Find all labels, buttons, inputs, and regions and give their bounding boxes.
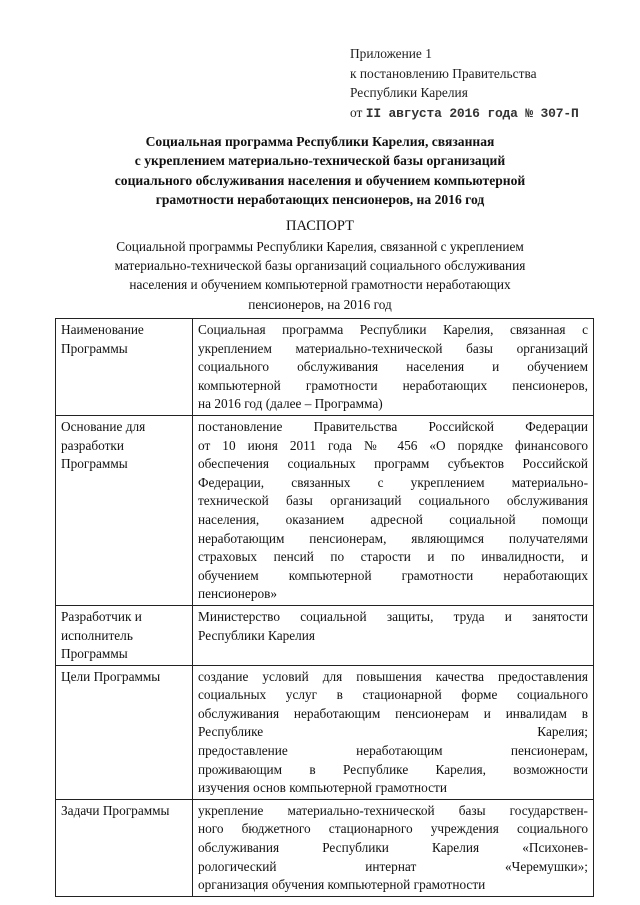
row-content-cell [193,605,594,665]
row-label-cell [56,665,193,799]
row-content-line: создание условий для повышения качества предоставления [198,668,588,684]
row-label-line: Цели Программы [61,668,161,684]
row-label-line: разработки [61,437,124,453]
row-content-line: Социальная программа Республики Карелия, связанная с [198,322,588,337]
row-label-line: Программы [61,646,128,662]
row-content-line: организация обучения компьютерной грамотности [198,877,486,893]
table-row [56,319,594,416]
row-content-line: обслуживания неработающим пенсионерам и инвалидам в [198,705,588,721]
title-line-1: Социальная программа Республики Карелия, связанная [145,134,495,149]
row-label-cell [56,319,193,416]
document-title [60,132,580,209]
row-label-line: исполнитель [61,627,133,643]
row-content-line: Республике Карелия; [198,724,588,740]
row-content-line: укрепление материально-технической базы государствен- [198,802,588,818]
row-content-line: предоставление неработающим пенсионерам, [198,743,588,759]
row-content-line: населения, оказанием адресной социальной помощи [198,511,588,527]
appendix-block [350,44,579,123]
row-content-line: ного бюджетного стационарного учреждения социального [198,821,588,837]
passport-table-body [56,319,594,897]
row-content-line: изучения основ компьютерной грамотности [198,780,447,796]
row-content-line: обслуживания Республики Карелия «Психонев- [198,840,588,856]
appendix-date-typed: II августа 2016 года № 307-П [365,105,579,121]
passport-heading: ПАСПОРТ [286,218,354,234]
title-line-4: грамотности неработающих пенсионеров, на 2016 год [155,191,485,207]
table-row [56,799,594,896]
table-row [56,605,594,665]
appendix-line-3: Республики Карелия [350,85,468,100]
row-content-cell [193,415,594,605]
row-label-line: Разработчик и [61,608,142,624]
appendix-date-prefix: от [350,104,366,120]
passport-line-4: пенсионеров, на 2016 год [248,296,392,312]
passport-subtitle [60,237,580,314]
title-line-3: социального обслуживания населения и обучением компьютерной [114,172,526,188]
row-content-line: от 10 июня 2011 года № 456 «О порядке финансового [198,437,588,453]
row-content-line: на 2016 год (далее – Программа) [198,396,383,412]
row-label-line: Наименование [61,322,144,337]
row-content-line: пенсионеров» [198,586,278,602]
passport-table [55,318,594,897]
row-content-line: Республики Карелия [198,627,316,643]
row-content-line: обучением компьютерной грамотности неработающих [198,567,588,583]
row-content-line: Федерации, связанных с укреплением материально- [198,474,588,490]
row-content-line: неработающим пенсионерам, являющимся получателями [198,530,588,546]
passport-line-2: материально-технической базы организаций социального обслуживания [114,258,526,274]
appendix-line-2: к постановлению Правительства [350,65,537,81]
table-row [56,415,594,605]
row-content-line: технической базы организаций социального обслуживания [198,493,588,509]
row-label-cell [56,605,193,665]
passport-line-3: населения и обучением компьютерной грамотности неработающих [129,277,511,293]
appendix-line-1: Приложение 1 [350,46,432,61]
row-content-line: Министерство социальной защиты, труда и занятости [198,608,588,624]
row-label-cell [56,415,193,605]
title-line-2: с укреплением материально-технической базы организаций [134,153,506,169]
row-content-line: страховых пенсий по старости и по инвалидности, и [198,549,588,565]
table-row [56,665,594,799]
row-content-line: рологический интернат «Черемушки»; [198,858,588,874]
row-label-line: Задачи Программы [61,802,170,818]
row-content-cell [193,665,594,799]
row-content-cell [193,799,594,896]
row-content-line: социального обслуживания населения и обучением [198,359,588,375]
row-label-line: Программы [61,340,128,356]
row-label-cell [56,799,193,896]
row-content-line: социальных услуг в стационарной форме социального [198,687,588,703]
row-content-cell [193,319,594,416]
row-label-line: Программы [61,456,128,472]
row-content-line: проживающим в Республике Карелия, возможности [198,761,588,777]
row-content-line: обеспечения социальных программ субъектов Российской [198,456,588,472]
appendix-date-line [350,103,579,124]
row-content-line: компьютерной грамотности неработающих пенсионеров, [198,377,588,393]
row-content-line: постановление Правительства Российской Федерации [198,418,588,434]
passport-line-1: Социальной программы Республики Карелия, связанной с укреплением [116,239,524,254]
row-content-line: укреплением материально-технической базы организаций [198,340,588,356]
row-label-line: Основание для [61,418,146,434]
